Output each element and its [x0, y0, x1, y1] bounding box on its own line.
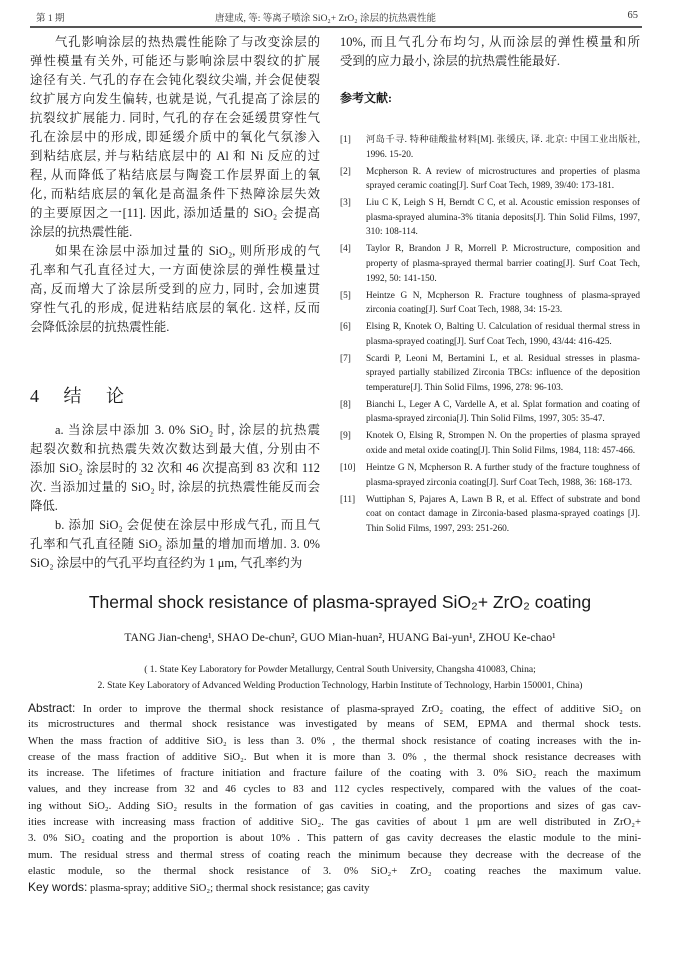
reference-number: [1]	[340, 135, 351, 145]
text-line: 添加 SiO₂ 涂层时的 32 次和 46 次提高到 83 次和 112	[30, 461, 320, 475]
text-line: 10%, 而且气孔分布均匀, 从而涂层的弹性模量和所	[340, 35, 640, 49]
abstract-text: When the mass fraction of additive SiO₂ is less than 3. 0% , the thermal shock resistance of coating increases with the in-	[28, 734, 641, 747]
conclusions	[30, 421, 320, 573]
reference-text: Mcpherson R. A review of microstructures and properties of plasma sprayed ceramic coating[J]. Surf Coat Tech, 1989, 39/40: 173-181.	[366, 166, 640, 192]
abstract-text: ities increase with increasing mass fraction of additive SiO₂. The gas cavities of about 1 μm are well distributed in ZrO₂+	[28, 816, 641, 829]
right-column-body	[340, 33, 640, 71]
abstract-text: values, and they increase from 32 and 46 cycles to 83 and 112 cycles respectively, compared with the values of the coat-	[28, 783, 641, 796]
reference-text: Taylor R, Brandon J R, Morrell P. Microstructure, composition and property of plasma-sprayed thermal barrier coating[J]. Surf Coat Tech, 1992, 50: 141-150.	[366, 244, 640, 284]
reference-item	[340, 461, 640, 490]
right-column	[340, 33, 640, 539]
text-line: a. 当涂层中添加 3. 0% SiO₂ 时, 涂层的抗热震	[55, 423, 320, 437]
reference-item	[340, 398, 640, 427]
text-line: 涂层的抗热震性能.	[30, 225, 133, 239]
reference-list	[340, 133, 640, 536]
reference-item	[340, 429, 640, 458]
reference-number: [9]	[340, 431, 351, 442]
reference-text: Liu C K, Leigh S H, Berndt C C, et al. Acoustic emission responses of plasma-sprayed alumina-3% titania deposits[J]. Thin Solid Films, 1997, 310: 108-114.	[366, 198, 640, 238]
text-line: SiO₂ 涂层中的气孔平均直径约为 1 μm, 气孔率约为	[30, 556, 303, 570]
abstract-text: its increase. The lifetimes of fracture initiation and fracture failure of the coating with 3. 0% SiO₂ reach the maximum	[28, 767, 641, 780]
keywords-line	[28, 879, 641, 895]
text-line: 途径有关. 气孔的存在会钝化裂纹尖端, 并会促使裂	[30, 73, 320, 87]
text-line: 抗裂纹扩展能力. 同时, 气孔的存在会延缓贯穿性气	[30, 111, 320, 125]
reference-text: 河岛千寻. 特种硅酸盐材料[M]. 张缓庆, 译. 北京: 中国工业出版社, 1996. 15-20.	[366, 135, 640, 160]
reference-number: [11]	[340, 494, 356, 505]
text-line: b. 添加 SiO₂ 会促使在涂层中形成气孔, 而且气	[55, 518, 320, 532]
reference-text: Knotek O, Elsing R, Strompen N. On the properties of plasma sprayed oxide and metal oxide coating[J]. Thin Solid Films, 1984, 118: 457-466.	[366, 431, 640, 456]
reference-text: Wuttiphan S, Pajares A, Lawn B R, et al. Effect of substrate and bond coat on contact damage in Zirconia-based plasma-sprayed coatings [J]. Thin Solid Films, 1997, 293: 251-260.	[366, 494, 640, 534]
text-line: 如果在涂层中添加过量的 SiO₂, 则所形成的气	[55, 244, 320, 258]
abstract-line	[28, 863, 641, 879]
reference-number: [7]	[340, 353, 351, 364]
abstract-line	[28, 830, 641, 846]
abstract-text: In order to improve the thermal shock resistance of plasma-sprayed ZrO₂ coating, the effect of additive SiO₂ on	[75, 703, 641, 715]
text-line: 纹扩展方向发生偏转, 也就是说, 气孔提高了涂层的	[30, 92, 320, 106]
reference-number: [6]	[340, 322, 351, 333]
text-line: 高, 反而增大了涂层所受到的应力, 同时, 会加速贯	[30, 282, 320, 296]
header-rule	[30, 26, 642, 28]
reference-number: [10]	[340, 462, 356, 473]
abstract-line	[28, 716, 641, 732]
text-line: 次. 当添加过量的 SiO₂ 时, 涂层的抗热震性能反而会	[30, 480, 320, 494]
abstract-text: ing without SiO₂. Adding SiO₂ results in the formation of gas cavities in coating, and the proportions and sizes of gas cav-	[28, 799, 641, 812]
reference-item	[340, 196, 640, 240]
reference-item	[340, 493, 640, 537]
affiliation-1: ( 1. State Key Laboratory for Powder Metallurgy, Central South University, Changsha 410083, China;	[144, 664, 536, 675]
page-number: 65	[627, 10, 638, 21]
authors: TANG Jian-cheng¹, SHAO De-chun², GUO Mian-huan², HUANG Bai-yun¹, ZHOU Ke-chao¹	[124, 632, 556, 644]
references-heading: 参考文献:	[340, 91, 392, 105]
reference-number: [4]	[340, 244, 351, 255]
reference-item	[340, 165, 640, 194]
reference-text: Heintze G N, Mcpherson R. A further study of the fracture toughness of plasma-sprayed zirconia coating[J]. Surf Coat Tech, 1988, 36: 168-173.	[366, 462, 640, 488]
abstract-line	[28, 814, 641, 830]
abstract-line	[28, 847, 641, 863]
abstract-line	[28, 781, 641, 797]
abstract-text: crease of the mass fraction of additive SiO₂. But when it is more than 3. 0% , the thermal shock resistance decreases with	[28, 750, 641, 763]
reference-number: [8]	[340, 399, 351, 410]
reference-text: Elsing R, Knotek O, Balting U. Calculation of residual thermal stress in plasma-sprayed coating[J]. Surf Coat Tech, 1990, 43/44: 416-425.	[366, 322, 640, 347]
text-line: 孔在涂层中的形成, 即延缓介质中的氧化气氛渗入	[30, 130, 320, 144]
text-line: 会降低涂层的抗热震性能.	[30, 320, 170, 334]
abstract-text: elastic module, so the thermal shock resistance of 3. 0% SiO₂+ ZrO₂ coating reaches the maximum value.	[28, 864, 641, 877]
abstract-line	[28, 749, 641, 765]
reference-item	[340, 352, 640, 396]
reference-item	[340, 289, 640, 318]
text-line: 起裂次数和抗热震失效次数达到最大值, 分别由不	[30, 442, 320, 456]
left-column-body	[30, 33, 320, 337]
reference-text: Bianchi L, Leger A C, Vardelle A, et al. Splat formation and coating of plasma-sprayed zirconia[J]. Thin Solid Films, 1997, 305: 35-47.	[366, 399, 640, 425]
keywords: plasma-spray; additive SiO₂; thermal shock resistance; gas cavity	[87, 882, 370, 895]
keywords-label: Key words:	[28, 880, 88, 895]
running-header	[30, 8, 642, 26]
issue-label: 第 1 期	[36, 14, 65, 24]
abstract-line	[28, 798, 641, 814]
text-line: 化, 而粘结底层的氧化是高温条件下热障涂层失效	[30, 187, 320, 201]
text-line: 孔率和气孔直径随 SiO₂ 添加量的增加而增加. 3. 0%	[30, 537, 320, 551]
text-line: 弹性模量有关外, 可能还与影响涂层中裂纹的扩展	[30, 54, 320, 68]
text-line: 受到的应力最小, 涂层的抗热震性能最好.	[340, 54, 560, 68]
running-title: 唐建成, 等: 等离子喷涂 SiO₂+ ZrO₂ 涂层的抗热震性能	[215, 14, 436, 24]
text-line: 程, 从而降低了粘结底层与陶瓷工作层界面上的氧	[30, 168, 320, 182]
text-line: 到粘结底层, 并与粘结底层中的 Al 和 Ni 反应的过	[30, 149, 320, 163]
text-line: 气孔影响涂层的热热震性能除了与改变涂层的	[55, 35, 320, 49]
affiliation-2: 2. State Key Laboratory of Advanced Welding Production Technology, Harbin Institute of Technology, Harbin 150001, China)	[97, 680, 583, 691]
reference-number: [2]	[340, 166, 351, 177]
reference-item	[340, 133, 640, 162]
abstract-line	[28, 765, 641, 781]
abstract	[28, 700, 641, 896]
abstract-line	[28, 733, 641, 749]
text-line: 降低.	[30, 499, 58, 513]
reference-item	[340, 320, 640, 349]
reference-text: Scardi P, Leoni M, Bertamini L, et al. Residual stresses in plasma-sprayed partially stabilized Zirconia TBCs: influence of the deposition temperature[J]. Thin Solid Films, 1996, 278: 96-103.	[366, 353, 640, 393]
text-line: 的主要原因之一[11]. 因此, 添加适量的 SiO₂ 会提高	[30, 206, 320, 220]
abstract-text: mum. The residual stress and thermal stress of coating reach the minimum because they decrease with the decrease of the	[28, 848, 641, 861]
section-heading: 4 结 论	[30, 386, 134, 406]
text-line: 穿性气孔的形成, 促进粘结底层的氧化. 这样, 反而	[30, 301, 320, 315]
abstract-text: 3. 0% SiO₂ coating and the proportion is about 10% . This pattern of gas cavity decreases the elastic module to the mini-	[28, 832, 641, 845]
english-title: Thermal shock resistance of plasma-sprayed SiO₂+ ZrO₂ coating	[88, 592, 592, 612]
reference-number: [5]	[340, 290, 351, 301]
text-line: 孔率和气孔直径过大, 一方面使涂层的弹性模量过	[30, 263, 320, 277]
reference-item	[340, 242, 640, 286]
abstract-line	[28, 700, 641, 716]
abstract-label: Abstract:	[28, 701, 76, 715]
reference-text: Heintze G N, Mcpherson R. Fracture toughness of plasma-sprayed zirconia coating[J]. Surf Coat Tech, 1988, 34: 15-23.	[366, 290, 640, 316]
reference-number: [3]	[340, 198, 351, 209]
abstract-text: its microstructures and thermal shock resistance was investigated by means of SEM, EPMA and thermal shock tests.	[28, 718, 641, 731]
